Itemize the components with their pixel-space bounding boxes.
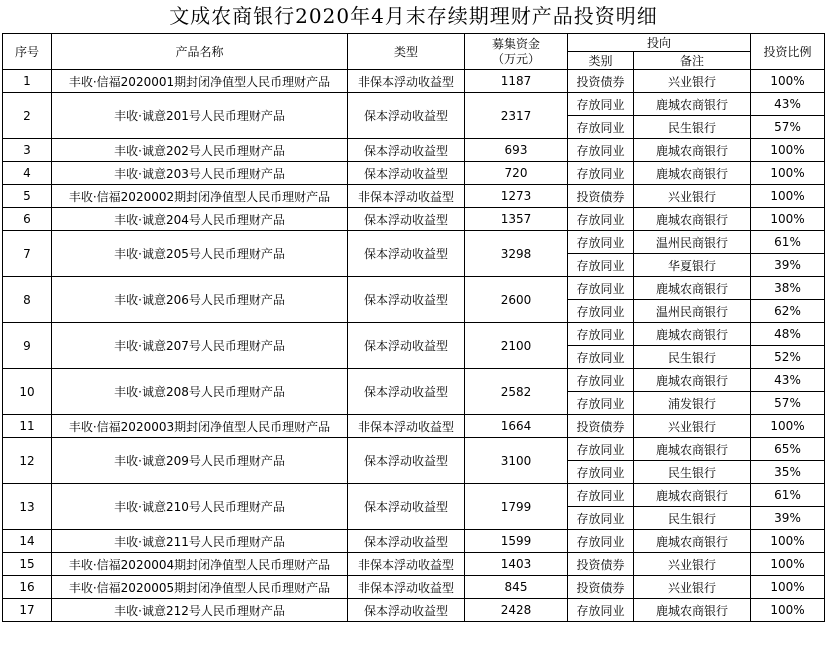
cell-type: 保本浮动收益型 xyxy=(348,438,465,484)
cell-remark: 鹿城农商银行 xyxy=(634,277,751,300)
cell-seq: 1 xyxy=(3,70,52,93)
cell-category: 投资债券 xyxy=(568,185,634,208)
cell-remark: 鹿城农商银行 xyxy=(634,369,751,392)
cell-funds: 3100 xyxy=(465,438,568,484)
header-remark: 备注 xyxy=(634,52,751,70)
cell-type: 保本浮动收益型 xyxy=(348,369,465,415)
cell-type: 保本浮动收益型 xyxy=(348,231,465,277)
cell-name: 丰收·诚意209号人民币理财产品 xyxy=(52,438,348,484)
cell-category: 存放同业 xyxy=(568,369,634,392)
table-row xyxy=(3,139,825,162)
cell-category: 存放同业 xyxy=(568,254,634,277)
cell-name: 丰收·信福2020004期封闭净值型人民币理财产品 xyxy=(52,553,348,576)
cell-ratio: 100% xyxy=(751,162,825,185)
table-row xyxy=(3,93,825,116)
cell-funds: 1403 xyxy=(465,553,568,576)
cell-name: 丰收·信福2020002期封闭净值型人民币理财产品 xyxy=(52,185,348,208)
cell-funds: 1273 xyxy=(465,185,568,208)
cell-funds: 1357 xyxy=(465,208,568,231)
cell-funds: 2582 xyxy=(465,369,568,415)
cell-name: 丰收·诚意204号人民币理财产品 xyxy=(52,208,348,231)
table-row xyxy=(3,70,825,93)
cell-category: 存放同业 xyxy=(568,277,634,300)
cell-type: 保本浮动收益型 xyxy=(348,139,465,162)
cell-ratio: 100% xyxy=(751,415,825,438)
cell-remark: 兴业银行 xyxy=(634,415,751,438)
cell-type: 非保本浮动收益型 xyxy=(348,70,465,93)
cell-type: 保本浮动收益型 xyxy=(348,484,465,530)
cell-ratio: 43% xyxy=(751,369,825,392)
cell-category: 存放同业 xyxy=(568,323,634,346)
cell-remark: 民生银行 xyxy=(634,461,751,484)
header-name: 产品名称 xyxy=(52,34,348,70)
cell-seq: 14 xyxy=(3,530,52,553)
cell-seq: 11 xyxy=(3,415,52,438)
cell-seq: 2 xyxy=(3,93,52,139)
cell-type: 保本浮动收益型 xyxy=(348,323,465,369)
cell-funds: 2317 xyxy=(465,93,568,139)
cell-ratio: 65% xyxy=(751,438,825,461)
cell-funds: 693 xyxy=(465,139,568,162)
cell-remark: 鹿城农商银行 xyxy=(634,438,751,461)
cell-ratio: 100% xyxy=(751,70,825,93)
cell-name: 丰收·诚意210号人民币理财产品 xyxy=(52,484,348,530)
cell-seq: 13 xyxy=(3,484,52,530)
cell-ratio: 100% xyxy=(751,185,825,208)
cell-seq: 10 xyxy=(3,369,52,415)
cell-remark: 民生银行 xyxy=(634,116,751,139)
table-row xyxy=(3,530,825,553)
cell-ratio: 62% xyxy=(751,300,825,323)
cell-funds: 720 xyxy=(465,162,568,185)
cell-seq: 7 xyxy=(3,231,52,277)
header-seq: 序号 xyxy=(3,34,52,70)
cell-remark: 鹿城农商银行 xyxy=(634,323,751,346)
cell-ratio: 61% xyxy=(751,231,825,254)
cell-category: 存放同业 xyxy=(568,139,634,162)
page-title: 文成农商银行2020年4月末存续期理财产品投资明细 xyxy=(169,4,658,28)
cell-seq: 8 xyxy=(3,277,52,323)
cell-ratio: 57% xyxy=(751,116,825,139)
cell-ratio: 35% xyxy=(751,461,825,484)
header-row xyxy=(3,34,825,52)
cell-seq: 5 xyxy=(3,185,52,208)
cell-category: 投资债券 xyxy=(568,553,634,576)
cell-name: 丰收·信福2020003期封闭净值型人民币理财产品 xyxy=(52,415,348,438)
table-row xyxy=(3,484,825,507)
cell-seq: 12 xyxy=(3,438,52,484)
table-row xyxy=(3,208,825,231)
cell-remark: 兴业银行 xyxy=(634,70,751,93)
header-funds-line2: （万元） xyxy=(491,51,540,66)
cell-remark: 民生银行 xyxy=(634,346,751,369)
cell-category: 存放同业 xyxy=(568,346,634,369)
cell-category: 存放同业 xyxy=(568,461,634,484)
cell-ratio: 39% xyxy=(751,254,825,277)
cell-category: 存放同业 xyxy=(568,93,634,116)
cell-remark: 鹿城农商银行 xyxy=(634,208,751,231)
investment-table xyxy=(2,33,825,622)
cell-type: 非保本浮动收益型 xyxy=(348,415,465,438)
cell-remark: 温州民商银行 xyxy=(634,231,751,254)
cell-name: 丰收·诚意201号人民币理财产品 xyxy=(52,93,348,139)
header-funds xyxy=(465,34,568,70)
cell-remark: 兴业银行 xyxy=(634,185,751,208)
cell-category: 投资债券 xyxy=(568,415,634,438)
cell-remark: 温州民商银行 xyxy=(634,300,751,323)
cell-remark: 鹿城农商银行 xyxy=(634,139,751,162)
cell-ratio: 100% xyxy=(751,553,825,576)
cell-category: 存放同业 xyxy=(568,162,634,185)
cell-remark: 浦发银行 xyxy=(634,392,751,415)
cell-remark: 民生银行 xyxy=(634,507,751,530)
cell-seq: 6 xyxy=(3,208,52,231)
cell-seq: 15 xyxy=(3,553,52,576)
cell-category: 存放同业 xyxy=(568,530,634,553)
cell-name: 丰收·诚意207号人民币理财产品 xyxy=(52,323,348,369)
cell-category: 投资债券 xyxy=(568,576,634,599)
cell-funds: 845 xyxy=(465,576,568,599)
cell-funds: 1187 xyxy=(465,70,568,93)
cell-ratio: 43% xyxy=(751,93,825,116)
cell-category: 存放同业 xyxy=(568,392,634,415)
table-row xyxy=(3,599,825,622)
header-funds-line1: 募集资金 xyxy=(491,36,540,51)
cell-seq: 9 xyxy=(3,323,52,369)
cell-remark: 鹿城农商银行 xyxy=(634,93,751,116)
header-ratio: 投资比例 xyxy=(751,34,825,70)
cell-category: 存放同业 xyxy=(568,300,634,323)
cell-funds: 1664 xyxy=(465,415,568,438)
cell-ratio: 48% xyxy=(751,323,825,346)
cell-type: 保本浮动收益型 xyxy=(348,599,465,622)
cell-category: 投资债券 xyxy=(568,70,634,93)
table-body xyxy=(3,70,825,622)
cell-type: 非保本浮动收益型 xyxy=(348,185,465,208)
header-direction: 投向 xyxy=(568,34,751,52)
cell-category: 存放同业 xyxy=(568,484,634,507)
cell-name: 丰收·诚意208号人民币理财产品 xyxy=(52,369,348,415)
table-row xyxy=(3,553,825,576)
cell-ratio: 100% xyxy=(751,599,825,622)
cell-ratio: 100% xyxy=(751,208,825,231)
cell-category: 存放同业 xyxy=(568,438,634,461)
cell-category: 存放同业 xyxy=(568,208,634,231)
cell-ratio: 100% xyxy=(751,530,825,553)
table-row xyxy=(3,185,825,208)
cell-funds: 2428 xyxy=(465,599,568,622)
cell-ratio: 100% xyxy=(751,139,825,162)
table-row xyxy=(3,576,825,599)
cell-remark: 兴业银行 xyxy=(634,553,751,576)
cell-seq: 3 xyxy=(3,139,52,162)
cell-type: 保本浮动收益型 xyxy=(348,162,465,185)
cell-funds: 2100 xyxy=(465,323,568,369)
cell-type: 保本浮动收益型 xyxy=(348,277,465,323)
cell-name: 丰收·诚意202号人民币理财产品 xyxy=(52,139,348,162)
cell-ratio: 61% xyxy=(751,484,825,507)
cell-name: 丰收·诚意212号人民币理财产品 xyxy=(52,599,348,622)
cell-ratio: 57% xyxy=(751,392,825,415)
header-type: 类型 xyxy=(348,34,465,70)
cell-category: 存放同业 xyxy=(568,507,634,530)
table-row xyxy=(3,415,825,438)
cell-name: 丰收·信福2020001期封闭净值型人民币理财产品 xyxy=(52,70,348,93)
cell-ratio: 52% xyxy=(751,346,825,369)
cell-category: 存放同业 xyxy=(568,116,634,139)
cell-ratio: 38% xyxy=(751,277,825,300)
table-row xyxy=(3,438,825,461)
cell-remark: 华夏银行 xyxy=(634,254,751,277)
cell-seq: 4 xyxy=(3,162,52,185)
cell-ratio: 39% xyxy=(751,507,825,530)
cell-category: 存放同业 xyxy=(568,599,634,622)
cell-remark: 鹿城农商银行 xyxy=(634,484,751,507)
cell-type: 保本浮动收益型 xyxy=(348,208,465,231)
cell-funds: 1799 xyxy=(465,484,568,530)
cell-funds: 2600 xyxy=(465,277,568,323)
cell-remark: 兴业银行 xyxy=(634,576,751,599)
cell-funds: 1599 xyxy=(465,530,568,553)
cell-name: 丰收·诚意211号人民币理财产品 xyxy=(52,530,348,553)
cell-funds: 3298 xyxy=(465,231,568,277)
header-category: 类别 xyxy=(568,52,634,70)
cell-type: 保本浮动收益型 xyxy=(348,93,465,139)
table-row xyxy=(3,369,825,392)
cell-remark: 鹿城农商银行 xyxy=(634,599,751,622)
cell-name: 丰收·信福2020005期封闭净值型人民币理财产品 xyxy=(52,576,348,599)
cell-seq: 16 xyxy=(3,576,52,599)
cell-ratio: 100% xyxy=(751,576,825,599)
cell-category: 存放同业 xyxy=(568,231,634,254)
cell-name: 丰收·诚意203号人民币理财产品 xyxy=(52,162,348,185)
table-row xyxy=(3,231,825,254)
cell-type: 非保本浮动收益型 xyxy=(348,576,465,599)
cell-seq: 17 xyxy=(3,599,52,622)
cell-remark: 鹿城农商银行 xyxy=(634,162,751,185)
table-row xyxy=(3,277,825,300)
cell-type: 保本浮动收益型 xyxy=(348,530,465,553)
cell-remark: 鹿城农商银行 xyxy=(634,530,751,553)
table-row xyxy=(3,162,825,185)
table-row xyxy=(3,323,825,346)
cell-type: 非保本浮动收益型 xyxy=(348,553,465,576)
cell-name: 丰收·诚意206号人民币理财产品 xyxy=(52,277,348,323)
cell-name: 丰收·诚意205号人民币理财产品 xyxy=(52,231,348,277)
